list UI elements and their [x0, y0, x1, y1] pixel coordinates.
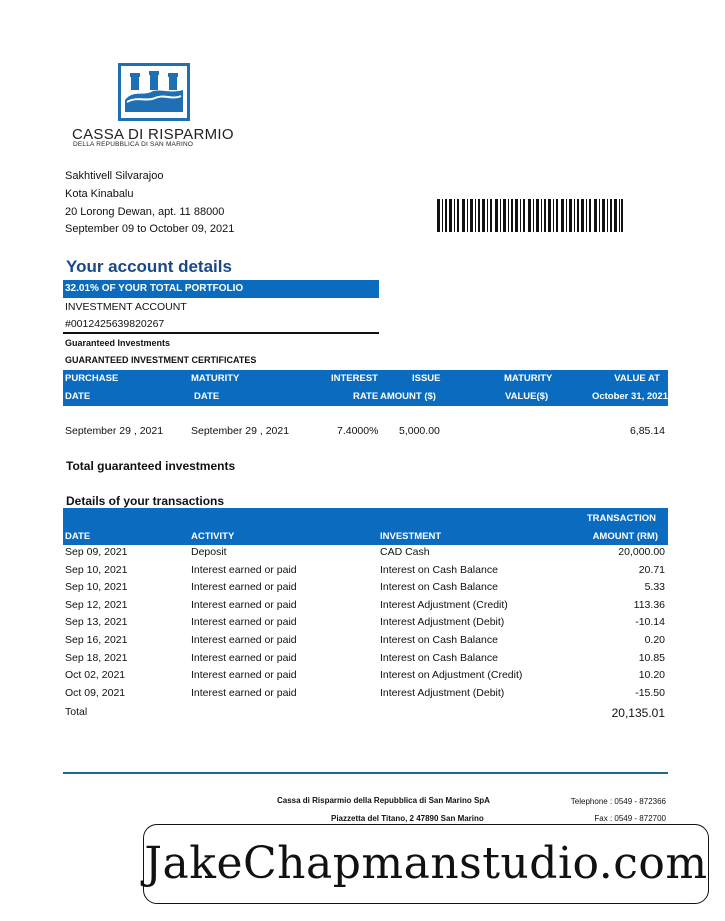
col-value-at: VALUE AT	[614, 373, 660, 384]
footer-divider	[63, 772, 668, 774]
tx-date: Sep 09, 2021	[65, 546, 128, 558]
tx-date: Oct 02, 2021	[65, 669, 126, 682]
tx-date: Oct 09, 2021	[65, 686, 126, 699]
col-date: DATE	[65, 531, 91, 542]
table-row	[0, 564, 725, 582]
account-type: INVESTMENT ACCOUNT	[65, 301, 187, 313]
tx-investment: Interest on Cash Balance	[380, 581, 498, 594]
col-purchase-2: DATE	[65, 391, 91, 402]
tx-activity: Deposit	[191, 546, 227, 558]
tx-investment: CAD Cash	[380, 546, 430, 558]
bank-name: CASSA DI RISPARMIO	[72, 126, 234, 143]
tx-activity: Interest earned or paid	[191, 686, 297, 699]
transactions-table-body	[0, 546, 725, 708]
bank-logo-icon	[121, 66, 187, 118]
account-heading: Your account details	[66, 257, 232, 276]
gic-table-header	[63, 370, 668, 406]
col-interest: INTEREST	[331, 373, 378, 384]
table-row	[0, 546, 725, 564]
col-maturity-2: DATE	[194, 391, 220, 402]
table-row	[0, 634, 725, 652]
total-guaranteed-label: Total guaranteed investments	[66, 459, 236, 473]
bank-subtitle: DELLA REPUBBLICA DI SAN MARINO	[73, 141, 194, 148]
tx-activity: Interest earned or paid	[191, 651, 297, 664]
tx-investment: Interest on Cash Balance	[380, 563, 498, 576]
col-amount: AMOUNT (RM)	[592, 531, 658, 542]
transactions-heading: Details of your transactions	[66, 494, 225, 508]
tx-investment: Interest Adjustment (Debit)	[380, 616, 505, 629]
tx-investment: Interest Adjustment (Debit)	[380, 686, 505, 699]
statement-period: September 09 to October 09, 2021	[65, 223, 235, 235]
col-issue-amount: AMOUNT ($)	[380, 391, 436, 402]
gic-label: GUARANTEED INVESTMENT CERTIFICATES	[65, 355, 257, 365]
col-purchase: PURCHASE	[65, 373, 119, 384]
col-maturity-value: MATURITY	[504, 373, 553, 384]
account-number: #0012425639820267	[65, 318, 165, 330]
col-rate: RATE	[353, 391, 379, 402]
tx-amount: 113.36	[633, 598, 665, 611]
gic-rate: 7.4000%	[337, 425, 379, 437]
tx-activity: Interest earned or paid	[191, 598, 297, 611]
tx-date: Sep 12, 2021	[65, 598, 128, 611]
tx-amount: -15.50	[635, 686, 665, 699]
table-row	[0, 599, 725, 617]
footer-fax: Fax : 0549 - 872700	[594, 814, 666, 823]
tx-activity: Interest earned or paid	[191, 581, 297, 594]
tx-investment: Interest on Cash Balance	[380, 634, 498, 646]
tx-amount: 0.20	[644, 634, 665, 646]
portfolio-share: 32.01% OF YOUR TOTAL PORTFOLIO	[63, 280, 379, 298]
table-row	[0, 687, 725, 705]
gic-maturity-date: September 29 , 2021	[191, 425, 290, 437]
tx-activity: Interest earned or paid	[191, 669, 297, 682]
footer-address: Piazzetta del Titano, 2 47890 San Marino	[331, 814, 484, 823]
guaranteed-investments-label: Guaranteed Investments	[65, 338, 171, 348]
divider	[63, 332, 379, 334]
tx-amount: 5.33	[644, 581, 665, 594]
tx-amount: 10.85	[638, 651, 665, 664]
tx-investment: Interest Adjustment (Credit)	[380, 598, 508, 611]
table-row	[0, 669, 725, 687]
tx-amount: -10.14	[635, 616, 665, 629]
tx-date: Sep 18, 2021	[65, 651, 128, 664]
transactions-table-header	[63, 508, 668, 545]
tx-amount: 20.71	[638, 563, 665, 576]
tx-activity: Interest earned or paid	[191, 634, 297, 646]
table-row	[0, 616, 725, 634]
col-maturity-value-2: VALUE($)	[505, 391, 549, 402]
table-row	[0, 652, 725, 670]
col-transaction: TRANSACTION	[586, 513, 656, 524]
tx-amount: 10.20	[638, 669, 665, 682]
col-issue: ISSUE	[412, 373, 441, 384]
tx-amount: 20,000.00	[618, 546, 665, 558]
tx-date: Sep 10, 2021	[65, 581, 128, 594]
total-label: Total	[65, 706, 88, 718]
barcode	[437, 199, 623, 232]
tx-investment: Interest on Cash Balance	[380, 651, 498, 664]
col-activity: ACTIVITY	[191, 531, 235, 542]
customer-city: Kota Kinabalu	[65, 188, 134, 200]
watermark-label: JakeChapmanstudio.com	[143, 824, 709, 904]
col-investment: INVESTMENT	[380, 531, 442, 542]
gic-value: 6,85.14	[629, 425, 665, 437]
gic-issue-amount: 5,000.00	[399, 425, 440, 437]
tx-activity: Interest earned or paid	[191, 563, 297, 576]
table-row	[0, 581, 725, 599]
gic-row	[0, 425, 725, 441]
tx-activity: Interest earned or paid	[191, 616, 297, 629]
tx-date: Sep 16, 2021	[65, 634, 128, 646]
gic-purchase-date: September 29 , 2021	[65, 425, 164, 437]
tx-date: Sep 13, 2021	[65, 616, 128, 629]
tx-date: Sep 10, 2021	[65, 563, 128, 576]
col-value-date: October 31, 2021	[591, 391, 668, 402]
footer-telephone: Telephone : 0549 - 872366	[570, 797, 666, 806]
bank-logo	[118, 63, 190, 121]
col-maturity: MATURITY	[191, 373, 240, 384]
total-value: 20,135.01	[611, 706, 665, 720]
customer-address: 20 Lorong Dewan, apt. 11 88000	[65, 206, 225, 218]
tx-investment: Interest on Adjustment (Credit)	[380, 669, 523, 682]
footer-company: Cassa di Risparmio della Repubblica di San Marino SpA	[277, 796, 490, 805]
customer-name: Sakhtivell Silvarajoo	[65, 170, 164, 182]
